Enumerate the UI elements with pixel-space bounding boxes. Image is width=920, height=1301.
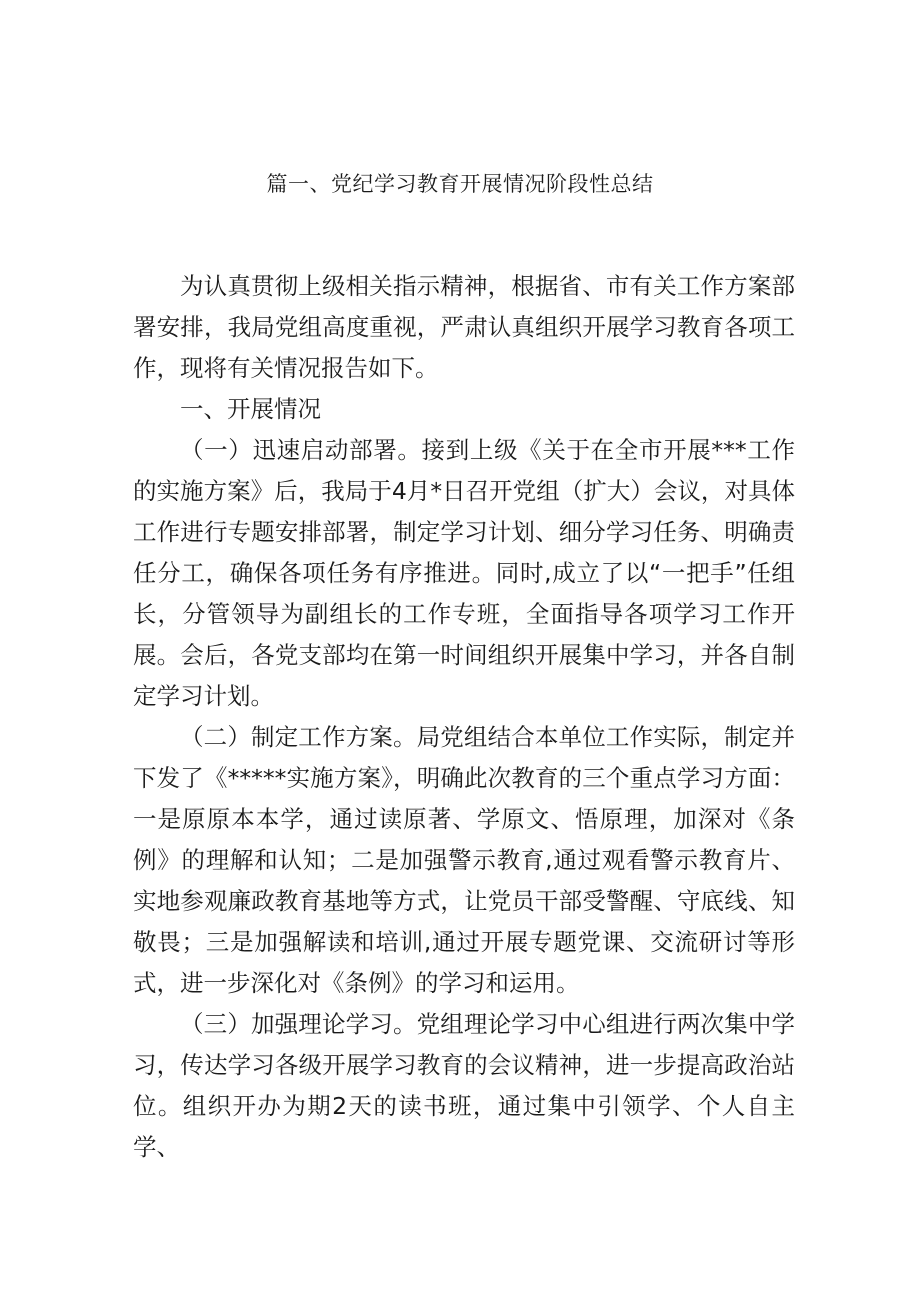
- section-heading: 一、开展情况: [180, 395, 321, 423]
- paragraph-launch-deployment: （一）迅速启动部署。接到上级《关于在全市开展***工作的实施方案》后，我局于4月*日召开党组（扩大）会议，对具体工作进行专题安排部署，制定学习计划、细分学习任务、明确责任分工，确保各项任务有序推进。同时,成立了以“一把手”任组长，分管领导为副组长的工作专班，全面指导各项学习工作开展。会后，各党支部均在第一时间组织开展集中学习，并各自制定学习计划。: [133, 436, 795, 710]
- paragraph-theory-study: （三）加强理论学习。党组理论学习中心组进行两次集中学习，传达学习各级开展学习教育的会议精神，进一步提高政治站位。组织开办为期2天的读书班，通过集中引领学、个人自主学、: [133, 1010, 795, 1161]
- intro-paragraph: 为认真贯彻上级相关指示精神，根据省、市有关工作方案部署安排，我局党组高度重视，严肃认真组织开展学习教育各项工作，现将有关情况报告如下。: [133, 272, 795, 382]
- document-body: [133, 266, 795, 1168]
- document-title: 篇一、党纪学习教育开展情况阶段性总结: [266, 172, 654, 196]
- paragraph-work-plan: （二）制定工作方案。局党组结合本单位工作实际，制定并下发了《*****实施方案》，明确此次教育的三个重点学习方面：一是原原本本学，通过读原著、学原文、悟原理，加深对《条例》的理解和认知；二是加强警示教育,通过观看警示教育片、实地参观廉政教育基地等方式，让党员干部受警醒、守底线、知敬畏；三是加强解读和培训,通过开展专题党课、交流研讨等形式，进一步深化对《条例》的学习和运用。: [133, 723, 795, 997]
